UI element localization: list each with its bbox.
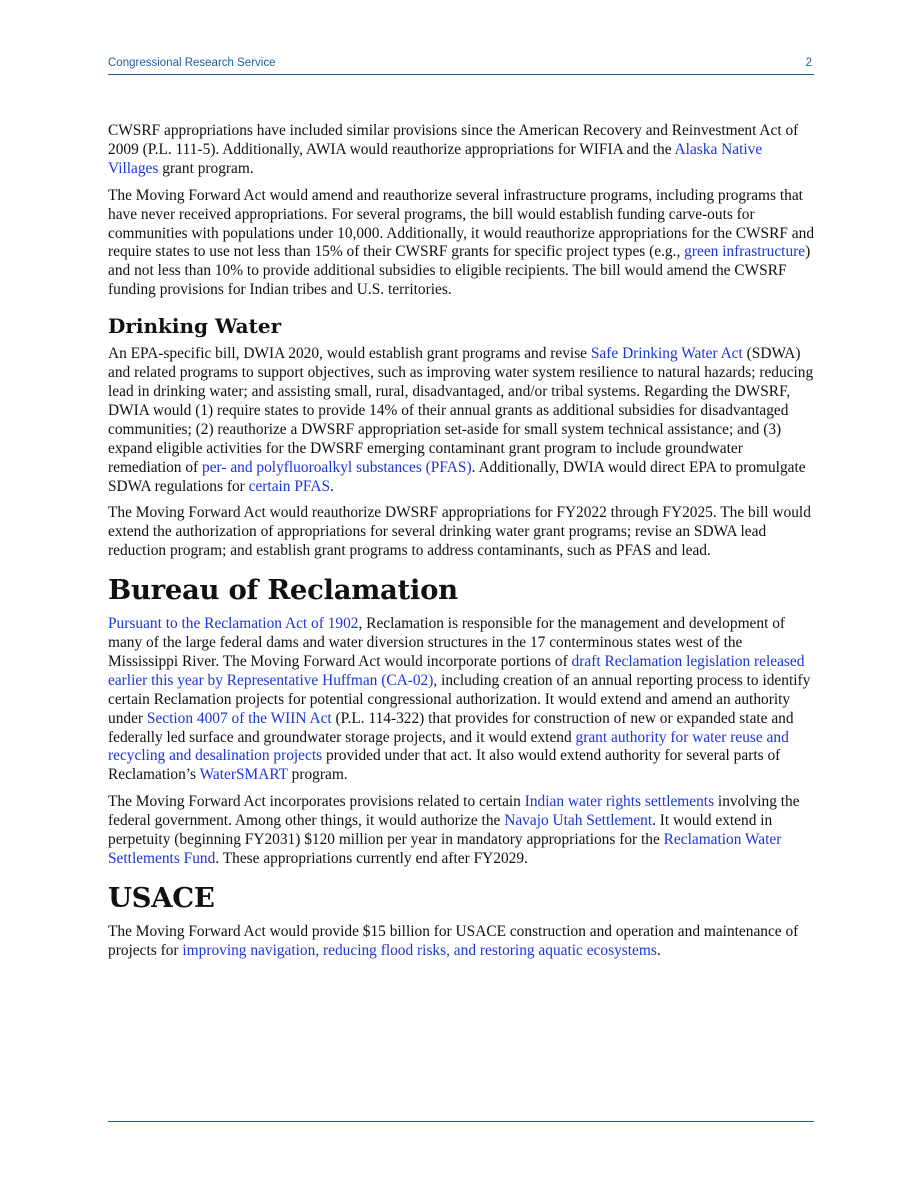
link-reclamation-act-1902[interactable]: Pursuant to the Reclamation Act of 1902 [108, 615, 359, 633]
link-reclamation-water-settlements-fund[interactable]: Reclamation Water Settlements Fund [108, 831, 782, 867]
link-certain-pfas[interactable]: certain PFAS [248, 477, 331, 495]
link-alaska-native-villages[interactable]: Alaska Native Villages [108, 140, 763, 177]
heading-drinking-water: Drinking Water [108, 314, 282, 339]
paragraph-dwsrf-reauthorize: The Moving Forward Act would reauthorize DWSRF appropriations for FY2022 through FY2025. The bill would extend the authorization of appropriations for several drinking water grant programs; revise an SDWA lead reduction program; and establish grant programs to address contaminants, such as PFAS and lead. [108, 504, 811, 560]
link-watersmart[interactable]: WaterSMART [199, 766, 288, 784]
page-number: 2 [805, 57, 812, 69]
link-water-reuse-grant-authority[interactable]: grant authority for water reuse and recycling and desalination projects [108, 728, 789, 765]
link-pfas-substances[interactable]: per- and polyfluoroalkyl substances (PFAS) [202, 458, 472, 476]
paragraph-water-rights-settlements: The Moving Forward Act incorporates provisions related to certain Indian water rights settlements involving the federal government. Among other things, it would authorize the Navajo Utah Settlement. It would extend in perpetuity (beginning FY2031) $120 million per year in mandatory appropriations for the Reclamation Water Settlements Fund. These appropriations currently end after FY2029. [108, 793, 800, 867]
paragraph-usace: The Moving Forward Act would provide $15 billion for USACE construction and operation and maintenance of projects for improving navigation, reducing flood risks, and restoring aquatic ecosystems. [108, 922, 799, 959]
footer-divider [108, 1121, 814, 1122]
paragraph-dwia: An EPA-specific bill, DWIA 2020, would establish grant programs and revise Safe Drinking Water Act (SDWA) and related programs to support objectives, such as improving water system resilience to natural hazards; reducing lead in drinking water; and assisting small, rural, disadvantaged, and/or tribal systems. Regarding the DWSRF, DWIA would (1) require states to provide 14% of their annual grants as additional subsidies for disadvantaged communities; (2) reauthorize a DWSRF appropriation set-aside for small system technical assistance; and (3) expand eligible activities for the DWSRF emerging contaminant grant program to include groundwater remediation of per- and polyfluoroalkyl substances (PFAS). Additionally, DWIA would direct EPA to promulgate SDWA regulations for certain PFAS. [108, 345, 814, 495]
heading-usace: USACE [108, 881, 215, 914]
document-body [108, 122, 814, 969]
link-navajo-utah-settlement[interactable]: Navajo Utah Settlement [504, 812, 653, 830]
paragraph-moving-forward-cwsrf: The Moving Forward Act would amend and reauthorize several infrastructure programs, including programs that have never received appropriations. For several programs, the bill would establish funding carve-outs for communities with populations under 10,000. Additionally, it would reauthorize appropriations for the CWSRF and require states to use not less than 15% of their CWSRF grants for specific project types (e.g., green infrastructure) and not less than 10% to provide additional subsidies to eligible recipients. The bill would amend the CWSRF funding provisions for Indian tribes and U.S. territories. [108, 186, 815, 299]
paragraph-reclamation: Pursuant to the Reclamation Act of 1902, Reclamation is responsible for the management and development of many of the large federal dams and water diversion structures in the 17 conterminous states west of the Mississippi River. The Moving Forward Act would incorporate portions of draft Reclamation legislation released earlier this year by Representative Huffman (CA-02), including creation of an annual reporting process to identify certain Reclamation projects for potential congressional authorization. It would extend and amend an authority under Section 4007 of the WIIN Act (P.L. 114-322) that provides for construction of new or expanded state and federally led surface and groundwater storage projects, and it would extend grant authority for water reuse and recycling and desalination projects provided under that act. It also would extend authority for several parts of Reclamation’s WaterSMART program. [108, 615, 811, 784]
link-safe-drinking-water-act[interactable]: Safe Drinking Water Act [590, 345, 743, 363]
heading-bureau-of-reclamation: Bureau of Reclamation [108, 574, 458, 607]
link-usace-projects[interactable]: improving navigation, reducing flood risks, and restoring aquatic ecosystems [182, 941, 657, 959]
header-org-name: Congressional Research Service [108, 57, 276, 69]
link-green-infrastructure[interactable]: green infrastructure [684, 243, 806, 261]
paragraph-cwsrf-provisions: CWSRF appropriations have included similar provisions since the American Recovery and Reinvestment Act of 2009 (P.L. 111-5). Additionally, AWIA would reauthorize appropriations for WIFIA and the Alaska Native Villages grant program. [108, 122, 799, 177]
link-section-4007-wiin-act[interactable]: Section 4007 of the WIIN Act [146, 709, 332, 727]
link-draft-reclamation-legislation[interactable]: draft Reclamation legislation released earlier this year by Representative Huffman (CA-02) [108, 652, 805, 689]
link-indian-water-rights-settlements[interactable]: Indian water rights settlements [524, 793, 715, 811]
page-header [108, 56, 814, 75]
